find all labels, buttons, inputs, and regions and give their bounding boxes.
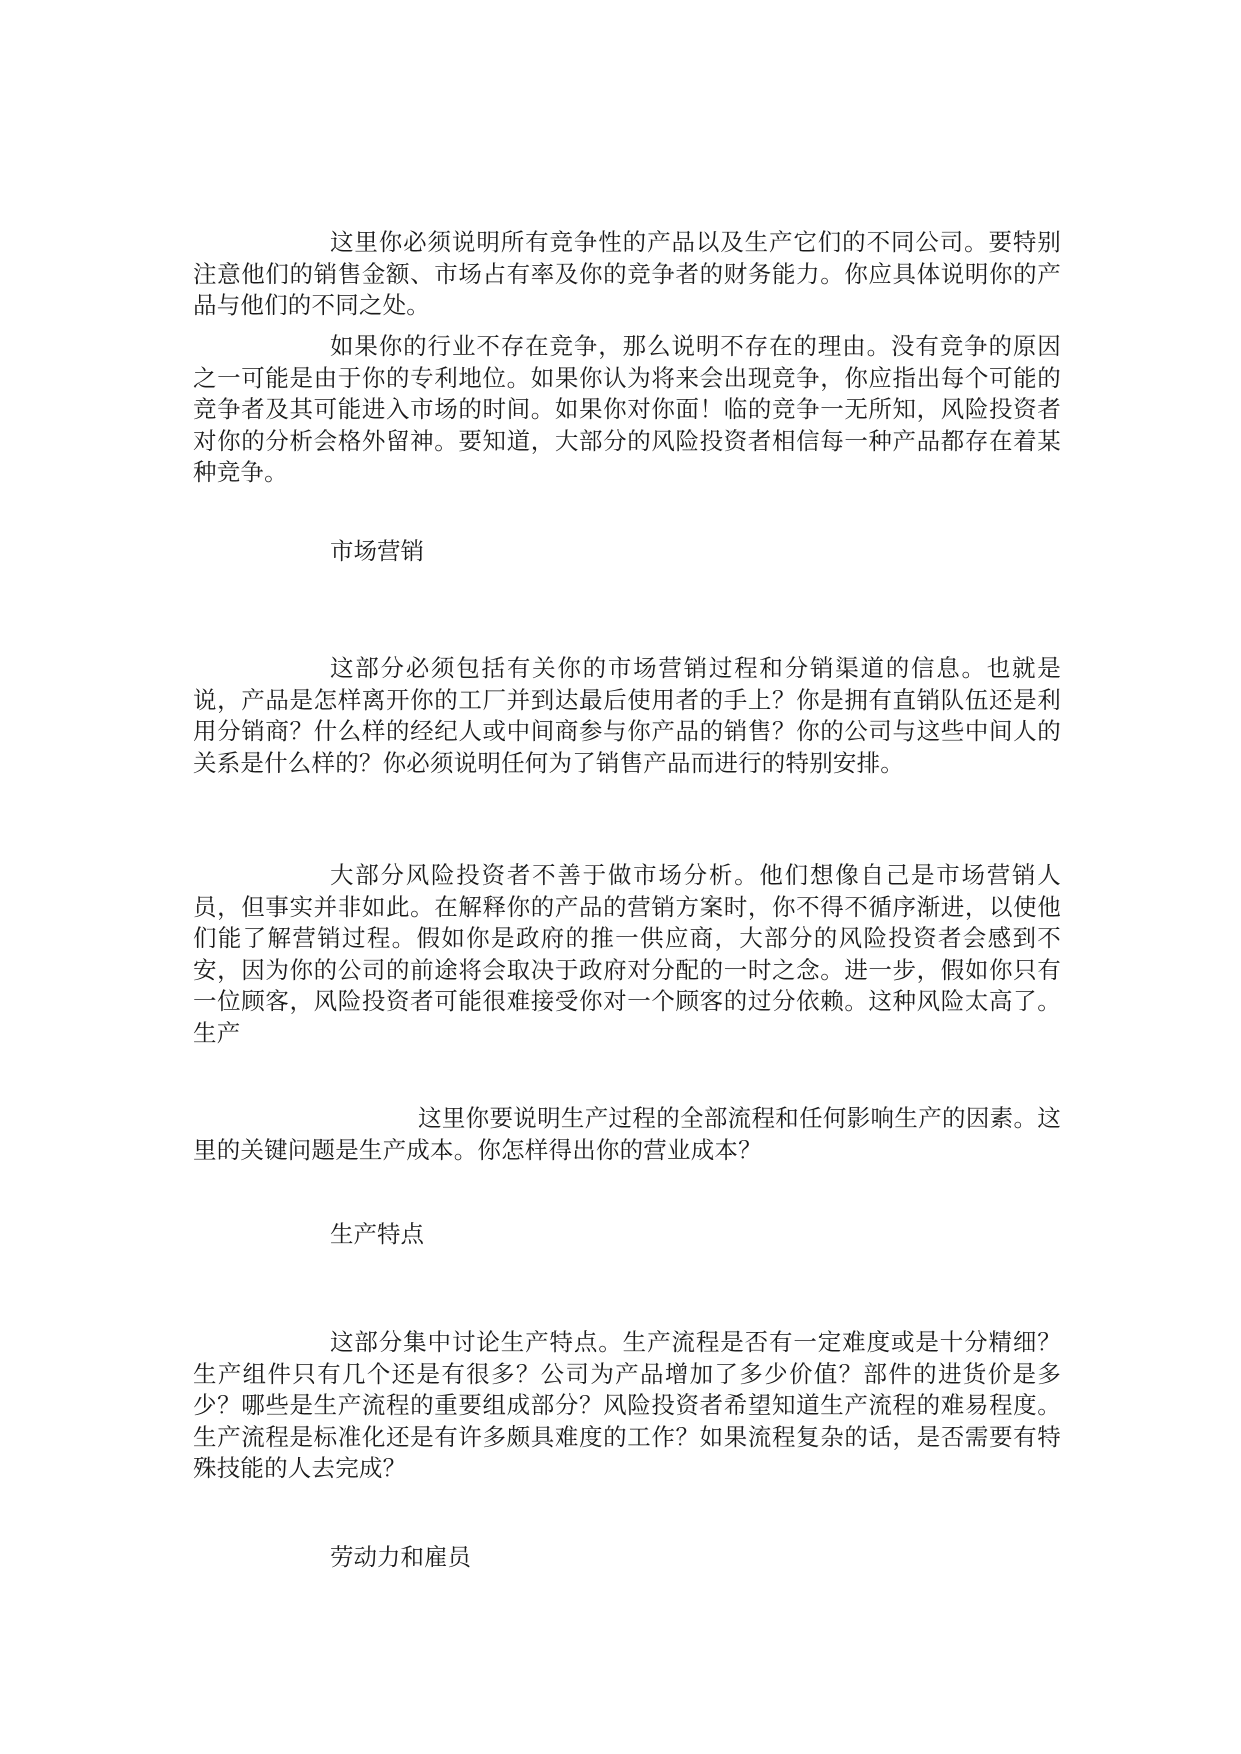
paragraph-production-process: 这里你要说明生产过程的全部流程和任何影响生产的因素。这里的关键问题是生产成本。你怎样得出你的营业成本？ [193,1104,1061,1164]
heading-production-features: 生产特点 [330,1220,424,1248]
paragraph-marketing-process: 这部分必须包括有关你的市场营销过程和分销渠道的信息。也就是说，产品是怎样离开你的工厂并到达最后使用者的手上？你是拥有直销队伍还是利用分销商？什么样的经纪人或中间商参与你产品的销售？你的公司与这些中间人的关系是什么样的？你必须说明任何为了销售产品而进行的特别安排。 [193,654,1061,777]
paragraph-production-features: 这部分集中讨论生产特点。生产流程是否有一定难度或是十分精细？生产组件只有几个还是有很多？公司为产品增加了多少价值？部件的进货价是多少？哪些是生产流程的重要组成部分？风险投资者希望知道生产流程的难易程度。生产流程是标准化还是有许多颇具难度的工作？如果流程复杂的话，是否需要有特殊技能的人去完成？ [193,1328,1061,1482]
heading-labor-employees: 劳动力和雇员 [330,1543,471,1571]
paragraph-competition: 这里你必须说明所有竞争性的产品以及生产它们的不同公司。要特别注意他们的销售金额、市场占有率及你的竞争者的财务能力。你应具体说明你的产品与他们的不同之处。 [193,228,1061,319]
paragraph-marketing-analysis: 大部分风险投资者不善于做市场分析。他们想像自己是市场营销人员，但事实并非如此。在解释你的产品的营销方案时，你不得不循序渐进，以使他们能了解营销过程。假如你是政府的推一供应商，大部分的风险投资者会感到不安，因为你的公司的前途将会取决于政府对分配的一时之念。进一步，假如你只有一位顾客，风险投资者可能很难接受你对一个顾客的过分依赖。这种风险太高了。生产 [193,861,1061,1047]
heading-marketing: 市场营销 [330,537,424,565]
paragraph-no-competition: 如果你的行业不存在竞争，那么说明不存在的理由。没有竞争的原因之一可能是由于你的专利地位。如果你认为将来会出现竞争，你应指出每个可能的竞争者及其可能进入市场的时间。如果你对你面！临的竞争一无所知，风险投资者对你的分析会格外留神。要知道，大部分的风险投资者相信每一种产品都存在着某种竞争。 [193,332,1061,486]
